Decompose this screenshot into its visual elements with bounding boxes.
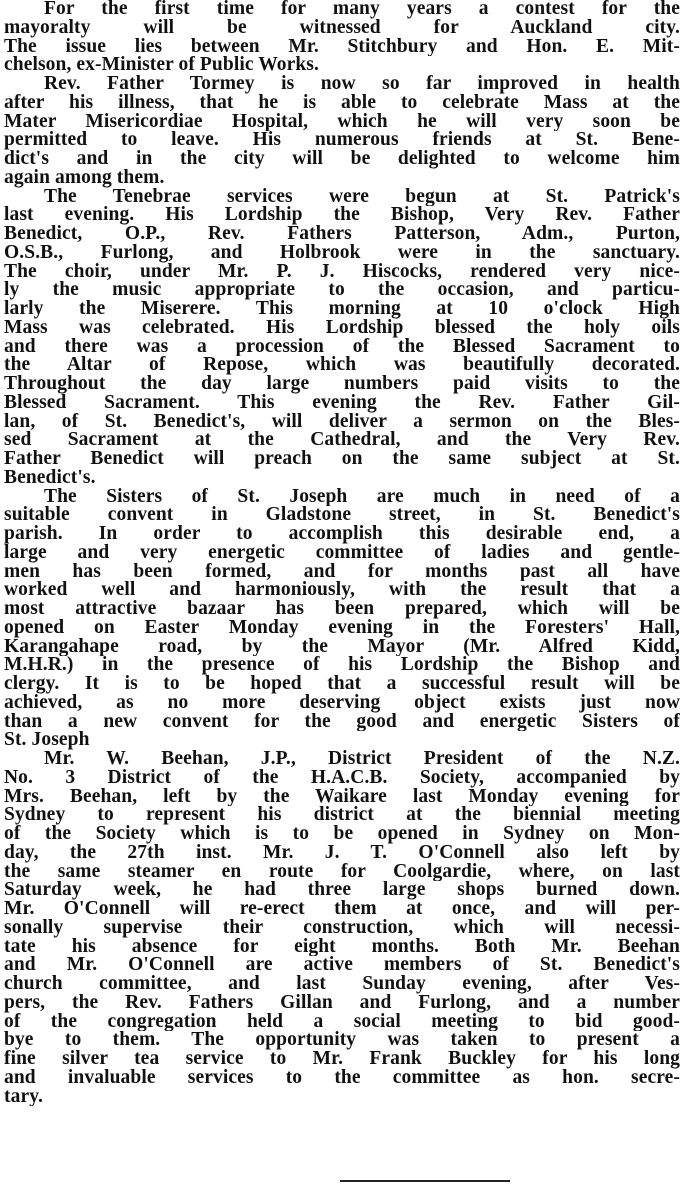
text-line: and there was a procession of the Blessed Sacrament to <box>4 337 680 357</box>
text-line: sed Sacrament at the Cathedral, and the Very Rev. <box>4 431 680 450</box>
text-line: Sydney to represent his district at the biennial meeting <box>4 806 680 825</box>
text-line: of the Society which is to be opened in Sydney on Mon- <box>4 825 680 844</box>
text-line: parish. In order to accomplish this desirable end, a <box>4 525 680 544</box>
text-line: tate his absence for eight months. Both Mr. Beehan <box>4 937 680 957</box>
article-paragraph <box>4 75 680 188</box>
section-divider-rule <box>340 1180 510 1182</box>
text-line: Mr. W. Beehan, J.P., District President of the N.Z. <box>44 750 680 769</box>
text-line: most attractive bazaar has been prepared, which will be <box>4 600 680 619</box>
article-paragraph <box>4 0 680 75</box>
text-line: Benedict, O.P., Rev. Fathers Patterson, Adm., Purton, <box>4 225 680 244</box>
text-line: For the first time for many years a contest for the <box>44 0 680 19</box>
text-line: the same steamer en route for Coolgardie, where, on last <box>4 862 680 882</box>
article-paragraph <box>4 750 680 1106</box>
text-line: Saturday week, he had three large shops burned down. <box>4 881 680 900</box>
article-paragraph <box>4 488 680 751</box>
text-line: church committee, and last Sunday evening, after Ves- <box>4 975 680 994</box>
text-line: last evening. His Lordship the Bishop, Very Rev. Father <box>4 206 680 225</box>
text-line: tary. <box>4 1087 43 1107</box>
text-line: sonally supervise their construction, which will necessi- <box>4 918 680 938</box>
text-line: suitable convent in Gladstone street, in St. Benedict's <box>4 506 680 525</box>
text-line: clergy. It is to be hoped that a successful result will be <box>4 675 680 694</box>
text-line: chelson, ex-Minister of Public Works. <box>4 56 319 75</box>
text-line: Karangahape road, by the Mayor (Mr. Alfred Kidd, <box>4 637 680 657</box>
text-line: Mrs. Beehan, left by the Waikare last Monday evening for <box>4 787 680 807</box>
text-line: The Tenebrae services were begun at St. Patrick's <box>44 187 680 207</box>
text-line: of the congregation held a social meeting to bid good- <box>4 1012 680 1032</box>
text-line: Blessed Sacrament. This evening the Rev. Father Gil- <box>4 393 680 413</box>
text-line: The issue lies between Mr. Stitchbury and Hon. E. Mit- <box>4 37 680 57</box>
text-line: O.S.B., Furlong, and Holbrook were in the sanctuary. <box>4 243 680 263</box>
text-line: again among them. <box>4 168 165 188</box>
text-line: the Altar of Repose, which was beautifully decorated. <box>4 356 680 375</box>
text-line: bye to them. The opportunity was taken to present a <box>4 1031 680 1050</box>
text-line: day, the 27th inst. Mr. J. T. O'Connell also left by <box>4 843 680 863</box>
text-line: The Sisters of St. Joseph are much in need of a <box>44 487 680 507</box>
text-line: mayoralty will be witnessed for Auckland city. <box>4 18 680 38</box>
text-line: Benedict's. <box>4 468 96 488</box>
text-line: achieved, as no more deserving object exists just now <box>4 693 680 713</box>
text-line: and invaluable services to the committee as hon. secre- <box>4 1068 680 1088</box>
text-line: large and very energetic committee of ladies and gentle- <box>4 543 680 563</box>
text-line: Mr. O'Connell will re-erect them at once, and will per- <box>4 900 680 919</box>
text-line: lan, of St. Benedict's, will deliver a sermon on the Bles- <box>4 412 680 432</box>
text-line: worked well and harmoniously, with the result that a <box>4 581 680 600</box>
text-line: pers, the Rev. Fathers Gillan and Furlong, and a number <box>4 993 680 1013</box>
text-line: than a new convent for the good and energetic Sisters of <box>4 712 680 732</box>
text-line: and Mr. O'Connell are active members of St. Benedict's <box>4 956 680 975</box>
text-line: Throughout the day large numbers paid visits to the <box>4 375 680 394</box>
text-line: Rev. Father Tormey is now so far improved in health <box>44 75 680 94</box>
text-line: fine silver tea service to Mr. Frank Buckley for his long <box>4 1050 680 1069</box>
text-line: Mass was celebrated. His Lordship blessed the holy oils <box>4 318 680 338</box>
text-line: ly the music appropriate to the occasion, and particu- <box>4 281 680 300</box>
article-column <box>4 0 680 1106</box>
text-line: after his illness, that he is able to celebrate Mass at the <box>4 93 680 113</box>
text-line: opened on Easter Monday evening in the Foresters' Hall, <box>4 618 680 638</box>
text-line: The choir, under Mr. P. J. Hiscocks, rendered very nice- <box>4 262 680 282</box>
text-line: dict's and in the city will be delighted to welcome him <box>4 150 680 169</box>
text-line: larly the Miserere. This morning at 10 o'clock High <box>4 300 680 319</box>
text-line: permitted to leave. His numerous friends at St. Bene- <box>4 131 680 150</box>
text-line: Father Benedict will preach on the same subject at St. <box>4 450 680 469</box>
text-line: St. Joseph <box>4 731 90 750</box>
text-line: Mater Misericordiae Hospital, which he will very soon be <box>4 112 680 132</box>
text-line: M.H.R.) in the presence of his Lordship the Bishop and <box>4 656 680 675</box>
text-line: No. 3 District of the H.A.C.B. Society, accompanied by <box>4 768 680 788</box>
article-paragraph <box>4 188 680 488</box>
text-line: men has been formed, and for months past all have <box>4 562 680 582</box>
